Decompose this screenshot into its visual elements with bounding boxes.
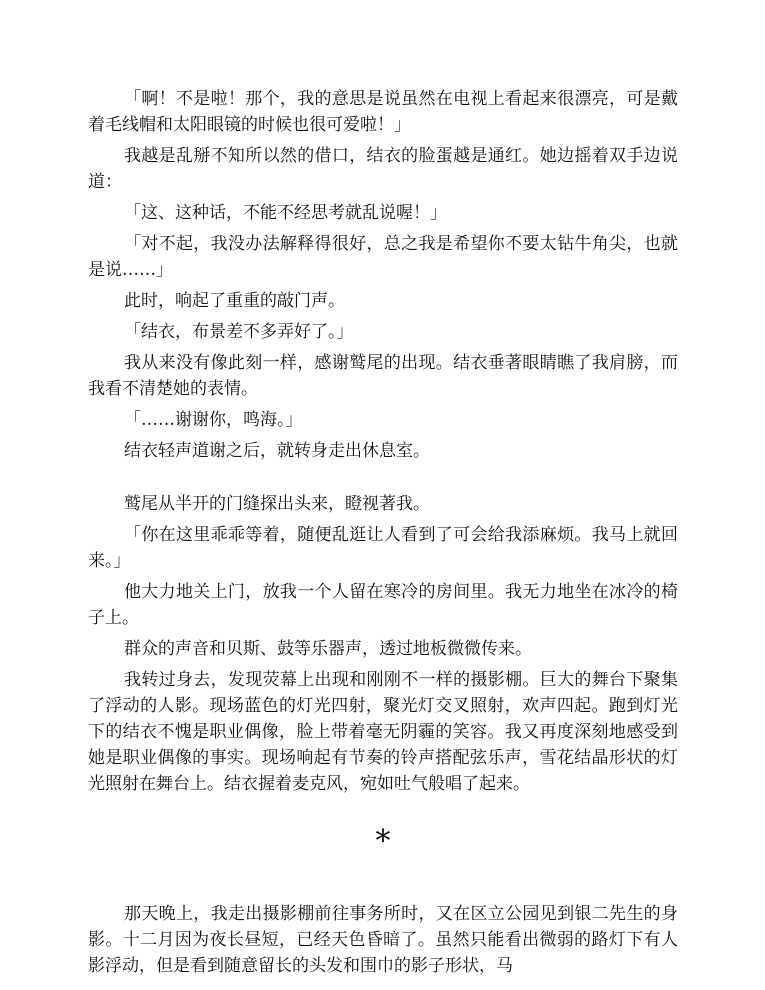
paragraph: 我从来没有像此刻一样，感谢鹫尾的出现。结衣垂著眼睛瞧了我肩膀，而我看不清楚她的表情。 [88, 353, 678, 399]
paragraph: 群众的声音和贝斯、鼓等乐器声，透过地板微微传来。 [124, 639, 532, 659]
paragraph: 他大力地关上门，放我一个人留在寒冷的房间里。我无力地坐在冰冷的椅子上。 [88, 582, 678, 628]
paragraph: 「对不起，我没办法解释得很好，总之我是希望你不要太钻牛角尖，也就是说……」 [88, 234, 678, 280]
scene-separator: * [375, 824, 391, 859]
paragraph: 「你在这里乖乖等着，随便乱逛让人看到了可会给我添麻烦。我马上就回来。」 [88, 525, 678, 571]
book-page [88, 86, 678, 984]
paragraph: 「结衣，布景差不多弄好了。」 [124, 322, 354, 342]
paragraph: 「啊！不是啦！那个，我的意思是说虽然在电视上看起来很漂亮，可是戴着毛线帽和太阳眼镜的时候也很可爱啦！」 [88, 89, 678, 135]
paragraph: 「……谢谢你，鸣海。」 [124, 410, 303, 430]
paragraph: 结衣轻声道谢之后，就转身走出休息室。 [124, 441, 430, 461]
paragraph: 我越是乱掰不知所以然的借口，结衣的脸蛋越是通红。她边摇着双手边说道： [88, 146, 678, 192]
paragraph: 那天晚上，我走出摄影棚前往事务所时，又在区立公园见到银二先生的身影。十二月因为夜长昼短，已经天色昏暗了。虽然只能看出微弱的路灯下有人影浮动，但是看到随意留长的头发和围巾的影子形状，马 [88, 904, 678, 976]
paragraph: 鹫尾从半开的门缝探出头来，瞪视著我。 [124, 494, 430, 514]
paragraph: 「这、这种话，不能不经思考就乱说喔！」 [124, 203, 447, 223]
paragraph: 我转过身去，发现荧幕上出现和刚刚不一样的摄影棚。巨大的舞台下聚集了浮动的人影。现场蓝色的灯光四射，聚光灯交叉照射，欢声四起。跑到灯光下的结衣不愧是职业偶像，脸上带着毫无阴霾的笑容。我又再度深刻地感受到她是职业偶像的事实。现场响起有节奏的铃声搭配弦乐声，雪花结晶形状的灯光照射在舞台上。结衣握着麦克风，宛如吐气般唱了起来。 [88, 670, 678, 794]
section-gap [88, 469, 678, 491]
paragraph: 此时，响起了重重的敲门声。 [124, 291, 345, 311]
